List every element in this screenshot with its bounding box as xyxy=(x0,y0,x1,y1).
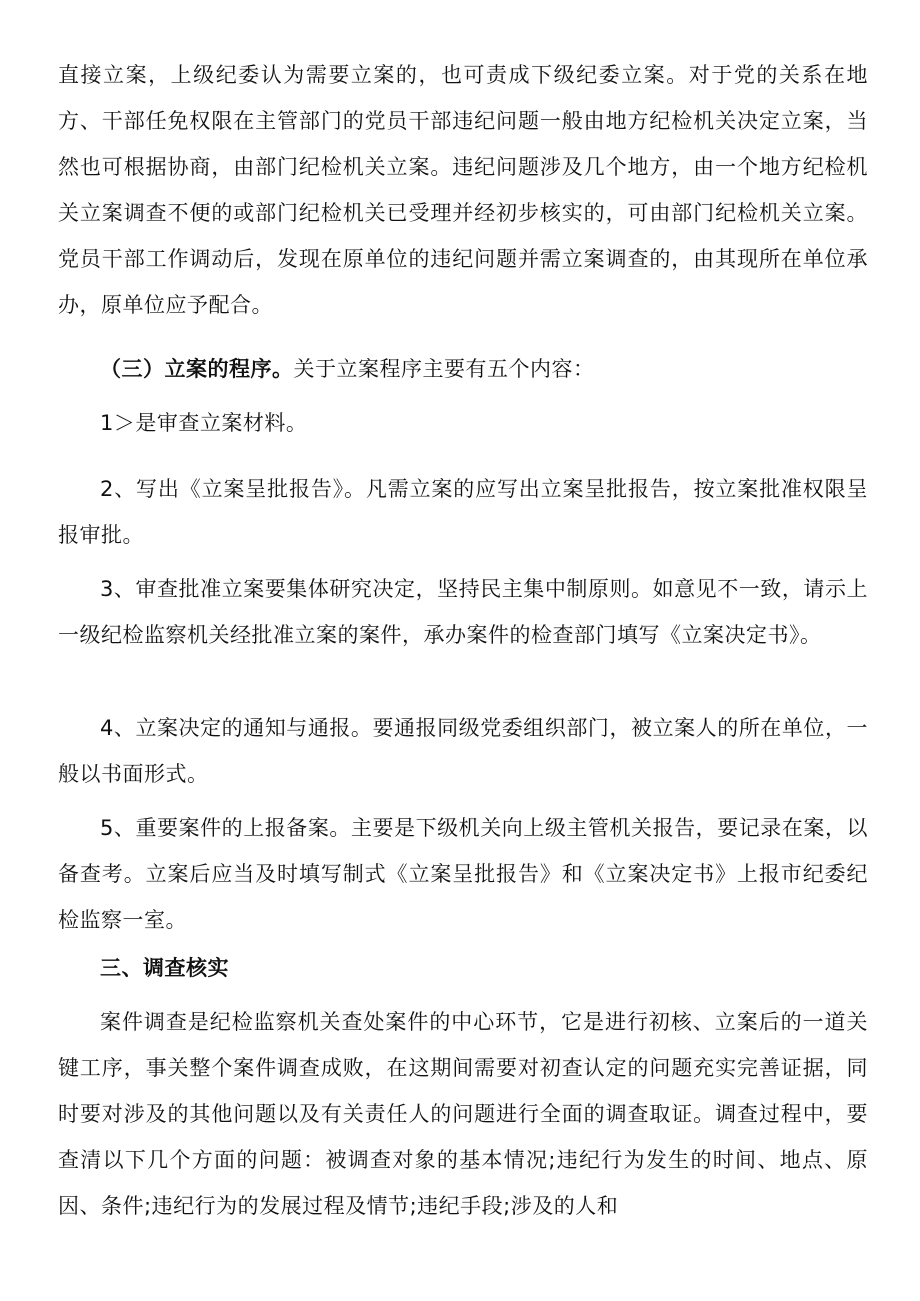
section-heading-filing-procedure: （三）立案的程序。 xyxy=(100,357,294,381)
procedure-item-3: 3、审查批准立案要集体研究决定，坚持民主集中制原则。如意见不一致，请示上一级纪检监察机关经批准立案的案件，承办案件的检查部门填写《立案决定书》。 xyxy=(58,577,868,647)
procedure-item-1: 1＞是审查立案材料。 xyxy=(100,411,308,435)
procedure-item-4: 4、立案决定的通知与通报。要通报同级党委组织部门，被立案人的所在单位，一般以书面形式。 xyxy=(58,716,868,786)
paragraph-case-filing-authority: 直接立案，上级纪委认为需要立案的，也可责成下级纪委立案。对于党的关系在地方、干部任免权限在主管部门的党员干部违纪问题一般由地方纪检机关决定立案，当然也可根据协商，由部门纪检机关立案。违纪问题涉及几个地方，由一个地方纪检机关立案调查不便的或部门纪检机关已受理并经初步核实的，可由部门纪检机关立案。党员干部工作调动后，发现在原单位的违纪问题并需立案调查的，由其现所在单位承办，原单位应予配合。 xyxy=(58,63,868,317)
procedure-item-5: 5、重要案件的上报备案。主要是下级机关向上级主管机关报告，要记录在案，以备查考。立案后应当及时填写制式《立案呈批报告》和《立案决定书》上报市纪委纪检监察一室。 xyxy=(58,816,868,932)
paragraph-investigation: 案件调查是纪检监察机关查处案件的中心环节，它是进行初核、立案后的一道关键工序，事关整个案件调查成败，在这期间需要对初查认定的问题充实完善证据，同时要对涉及的其他问题以及有关责任人的问题进行全面的调查取证。调查过程中，要查清以下几个方面的问题：被调查对象的基本情况;违纪行为发生的时间、地点、原因、条件;违纪行为的发展过程及情节;违纪手段;涉及的人和 xyxy=(58,1010,868,1218)
section-intro-text: 关于立案程序主要有五个内容： xyxy=(293,357,595,381)
heading-investigation: 三、调查核实 xyxy=(100,956,229,980)
section-filing-procedure xyxy=(58,346,868,392)
procedure-item-2: 2、写出《立案呈批报告》。凡需立案的应写出立案呈批报告，按立案批准权限呈报审批。 xyxy=(58,477,868,547)
